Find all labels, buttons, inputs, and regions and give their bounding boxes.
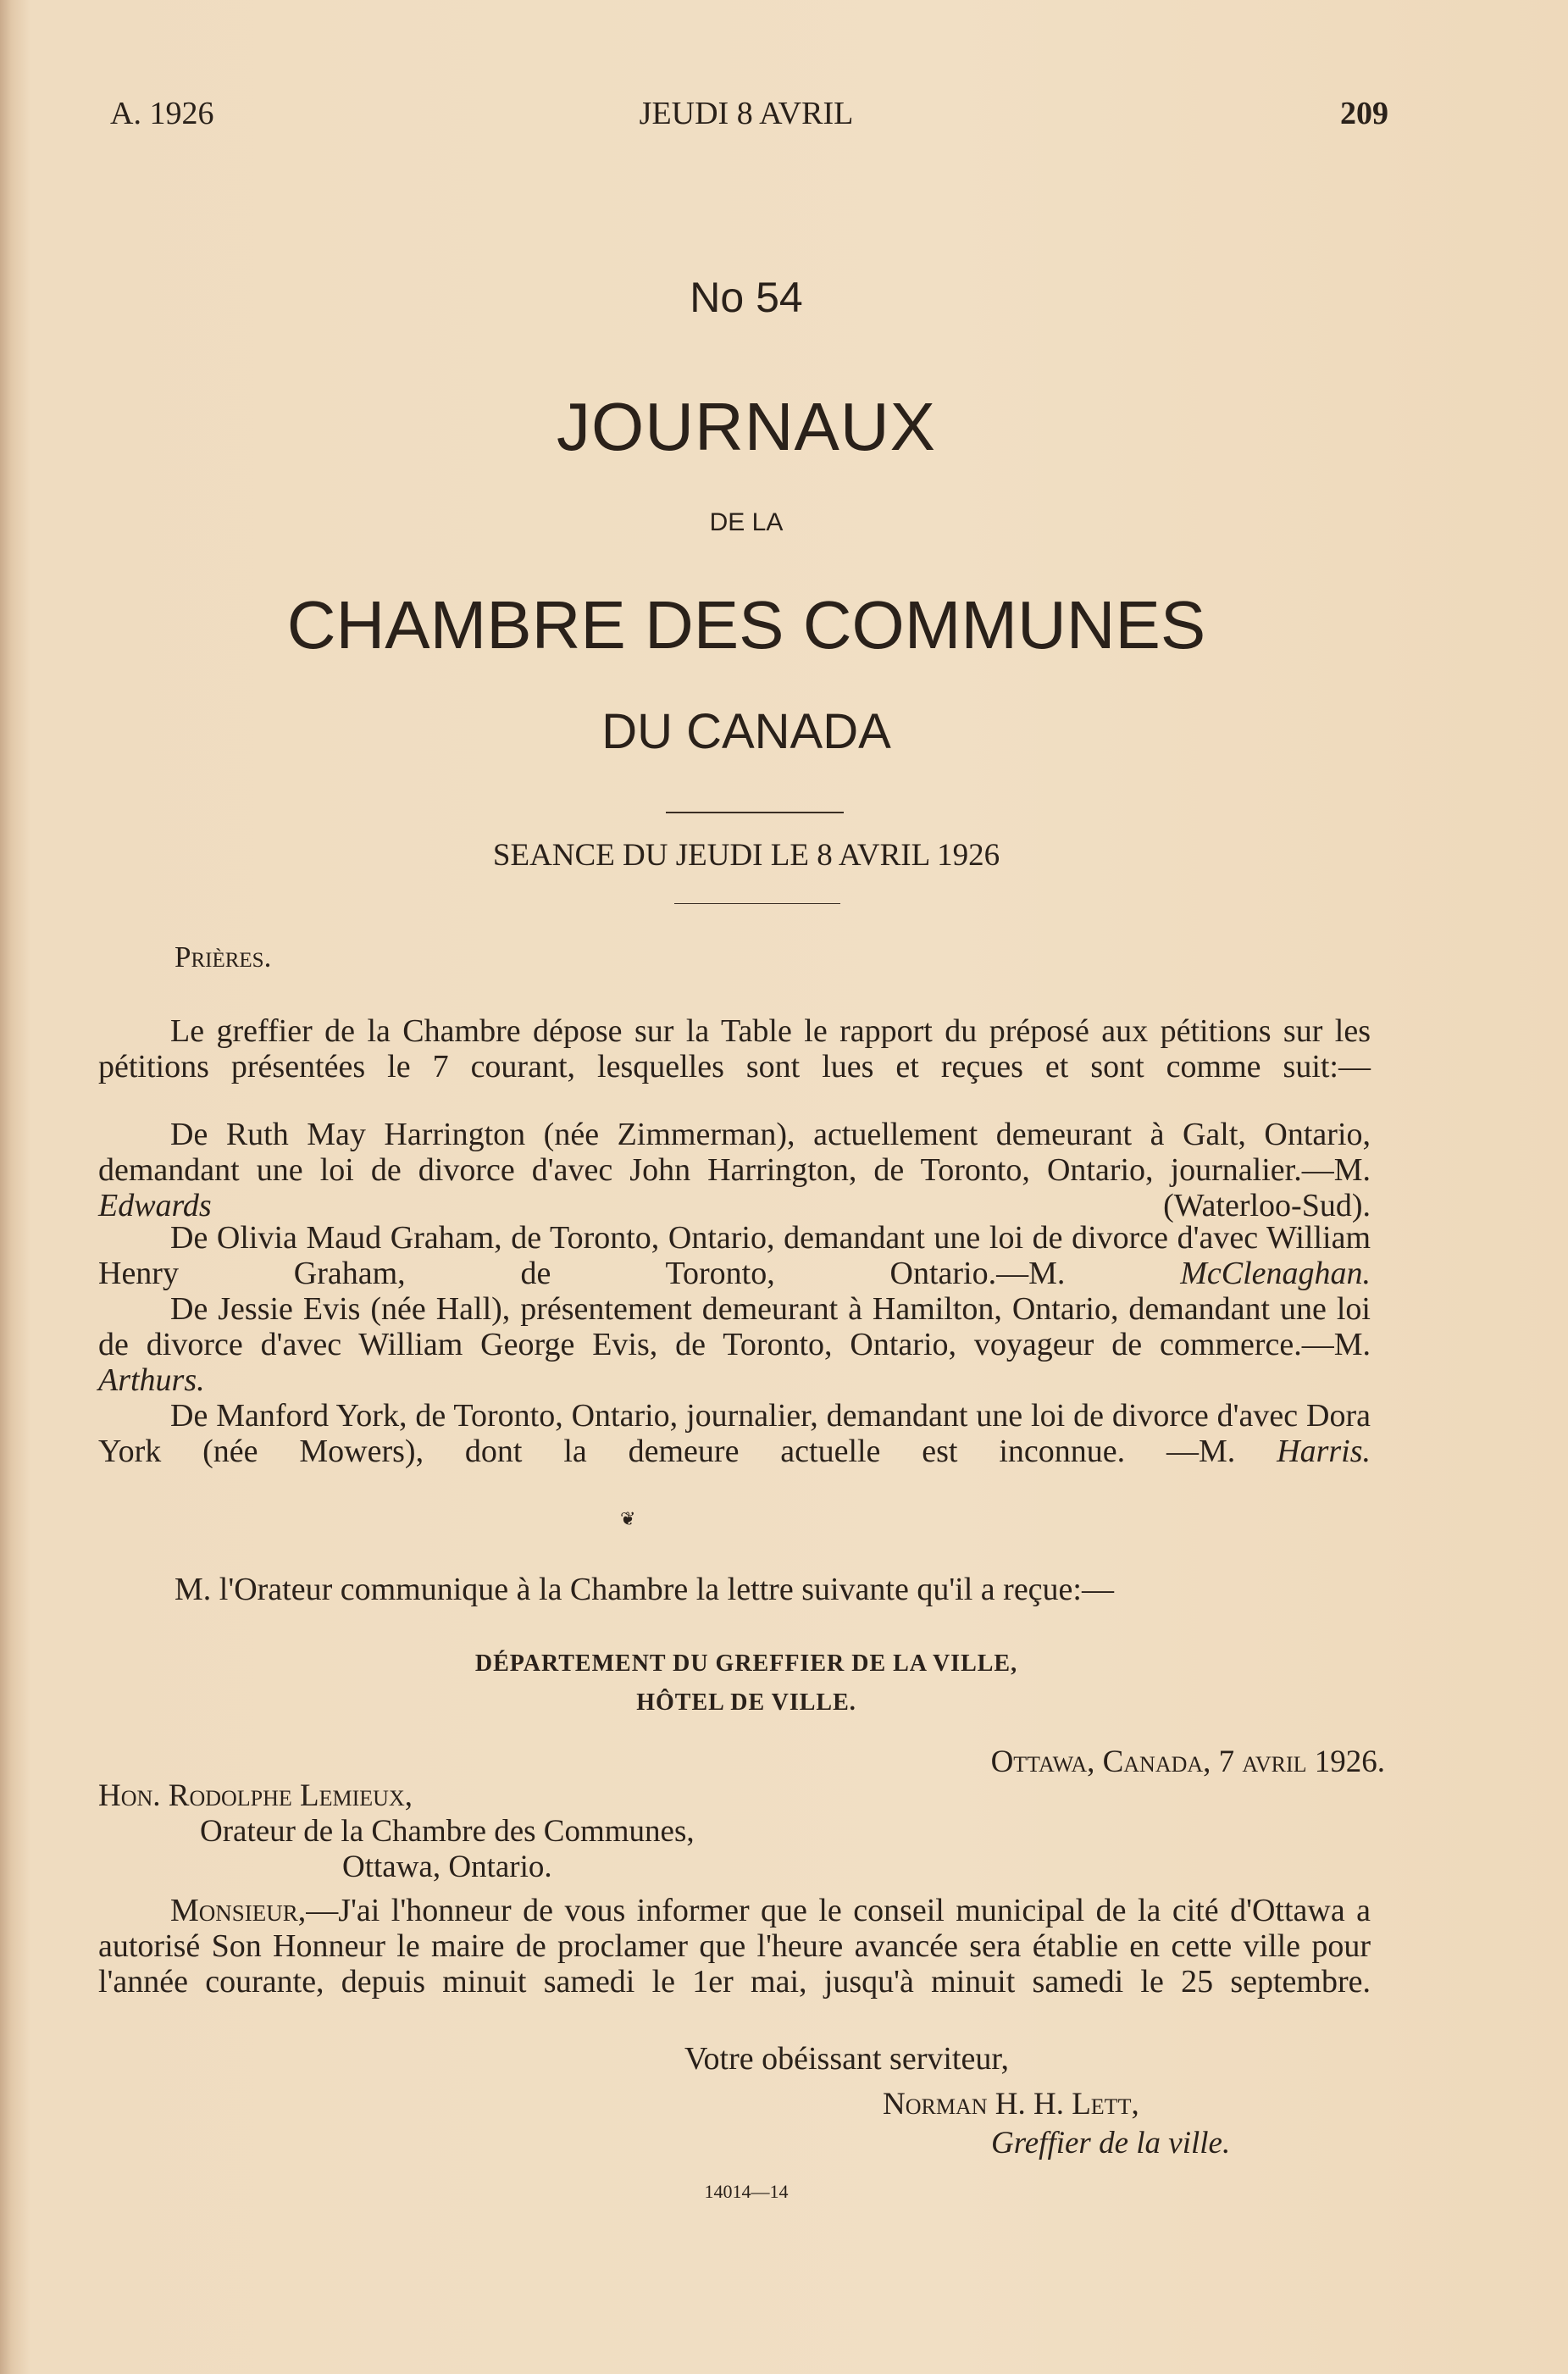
prayers-heading: Prières. [175,940,272,973]
petition-text: De Manford York, de Toronto, Ontario, journalier, demandant une loi de divorce d'avec Dora York (née Mowers), dont la demeure actuelle est inconnue. —M. [98,1398,1371,1469]
petition-entry [98,1117,1371,1223]
journal-title: JOURNAUX [556,389,937,464]
country-title: DU CANADA [601,704,891,759]
member-name: Arthurs. [98,1362,205,1398]
petition-entry [98,1291,1371,1398]
page-number: 209 [1340,96,1388,131]
letter-closing: Votre obéissant serviteur, [684,2041,1009,2077]
divider [666,812,844,813]
divider [674,903,840,904]
petitions-paragraph: Le greffier de la Chambre dépose sur la Table le rapport du préposé aux pétitions sur les pétitions présentées le 7 courant, lesquelles sont lues et reçues et sont comme suit:— [98,1013,1371,1084]
member-name: McClenaghan. [1180,1256,1371,1291]
petition-entry [98,1398,1371,1469]
member-name: Harris. [1277,1434,1371,1469]
sitting-heading: SEANCE DU JEUDI LE 8 AVRIL 1926 [492,838,1000,873]
issue-number: No 54 [690,274,803,321]
petition-text: De Jessie Evis (née Hall), présentement demeurant à Hamilton, Ontario, demandant une loi de divorce d'avec William George Evis, de Toronto, Ontario, voyageur de commerce.—M. [98,1291,1371,1362]
chamber-title: CHAMBRE DES COMMUNES [286,587,1206,663]
signer-title: Greffier de la ville. [991,2126,1231,2160]
petition-entry [98,1220,1371,1291]
letter-body [98,1893,1371,2000]
running-head-year: A. 1926 [110,96,214,131]
ornament: ❦ [620,1508,636,1529]
running-head-date: JEUDI 8 AVRIL [639,96,854,131]
speaker-communication: M. l'Orateur communique à la Chambre la lettre suivante qu'il a reçue:— [175,1572,1114,1607]
petition-text: De Olivia Maud Graham, de Toronto, Ontario, demandant une loi de divorce d'avec William Henry Graham, de Toronto, Ontario.—M. [98,1220,1371,1291]
title-connector: DE LA [709,508,784,536]
printer-code: 14014—14 [704,2181,789,2202]
letter-salutation: Monsieur, [170,1893,307,1928]
petition-tail: (Waterloo-Sud). [211,1188,1371,1223]
letter-addressee: Hon. Rodolphe Lemieux, [98,1778,413,1813]
petition-text: De Ruth May Harrington (née Zimmerman), actuellement demeurant à Galt, Ontario, demandant une loi de divorce d'avec John Harrington, de Toronto, Ontario, journalier.—M. [98,1117,1371,1188]
letter-addressee-role: Orateur de la Chambre des Communes, [200,1814,695,1849]
letter-place-date: Ottawa, Canada, 7 avril 1926. [990,1744,1385,1779]
letter-text: —J'ai l'honneur de vous informer que le conseil municipal de la cité d'Ottawa a autorisé Son Honneur le maire de proclamer que l'heure avancée sera établie en cette ville pour l'année courante, depuis minuit samedi le 1er mai, jusqu'à minuit samedi le 25 septembre. [98,1893,1371,2000]
member-name: Edwards [98,1188,212,1223]
letter-department: DÉPARTEMENT DU GREFFIER DE LA VILLE, [474,1650,1018,1677]
letter-signature: Norman H. H. Lett, [883,2087,1139,2122]
letter-hotel: HÔTEL DE VILLE. [636,1689,856,1716]
letter-addressee-city: Ottawa, Ontario. [342,1850,552,1884]
